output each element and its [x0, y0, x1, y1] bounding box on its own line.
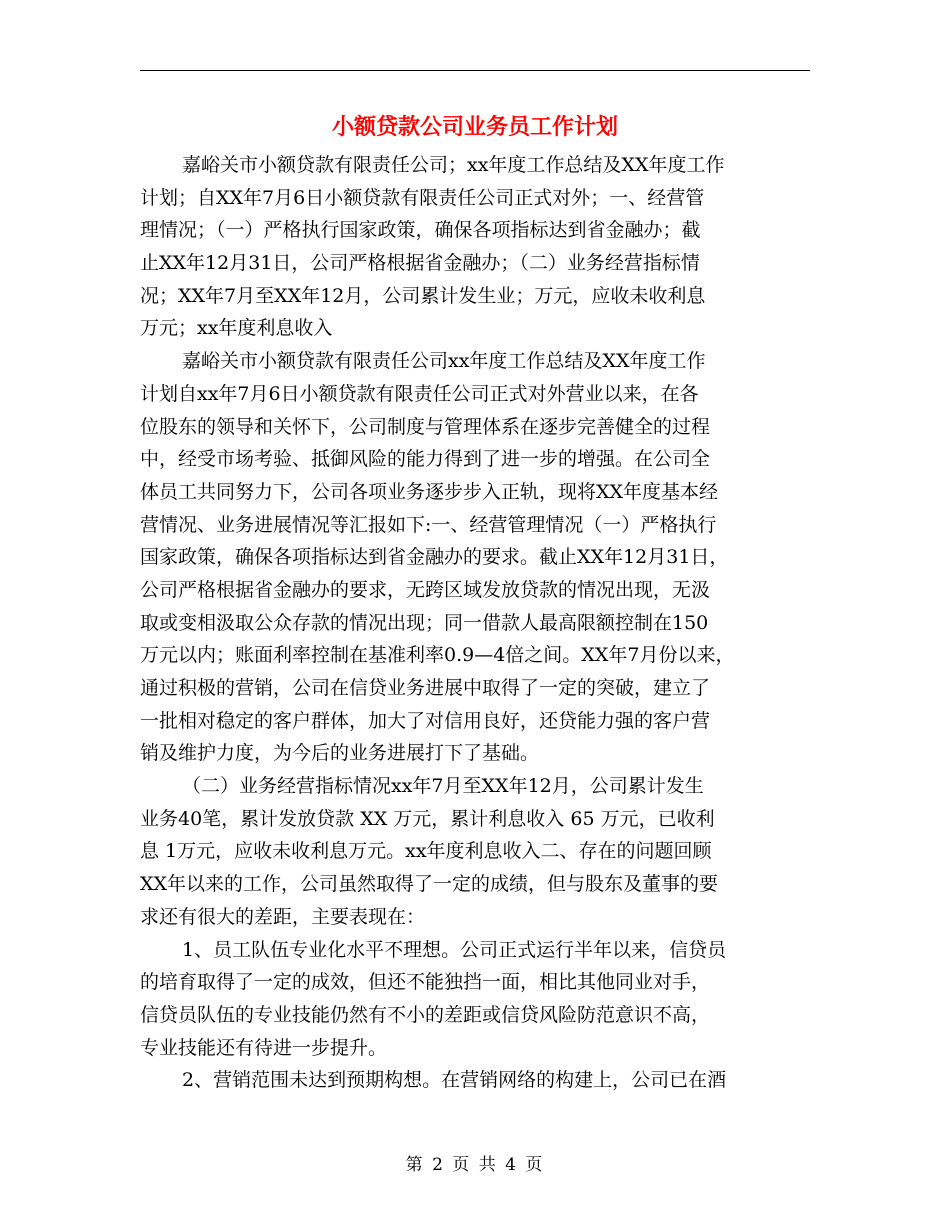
document-body — [140, 149, 812, 1097]
body-line: 营情况、业务进展情况等汇报如下:一、经营管理情况（一）严格执行 — [140, 513, 717, 536]
body-line: 信贷员队伍的专业技能仍然有不小的差距或信贷风险防范意识不高， — [140, 1003, 711, 1026]
body-line: 国家政策，确保各项指标达到省金融办的要求。截止XX年12月31日， — [140, 546, 729, 569]
body-line: 取或变相汲取公众存款的情况出现；同一借款人最高限额控制在150 — [140, 611, 709, 634]
body-line: 嘉峪关市小额贷款有限责任公司xx年度工作总结及XX年度工作 — [182, 350, 706, 373]
header-rule — [140, 70, 810, 71]
body-line: 业务40笔，累计发放贷款 XX 万元，累计利息收入 65 万元，已收利 — [140, 807, 715, 830]
body-line: 中，经受市场考验、抵御风险的能力得到了进一步的增强。在公司全 — [140, 448, 711, 471]
body-line: 位股东的领导和关怀下，公司制度与管理体系在逐步完善健全的过程 — [140, 415, 711, 438]
body-line: XX年以来的工作，公司虽然取得了一定的成绩，但与股东及董事的要 — [140, 873, 719, 896]
page-number-footer: 第 2 页 共 4 页 — [405, 1155, 545, 1175]
body-line: 求还有很大的差距，主要表现在： — [140, 905, 426, 928]
body-line: 止XX年12月31日，公司严格根据省金融办；（二）业务经营指标情 — [140, 252, 700, 275]
body-line: 通过积极的营销，公司在信贷业务进展中取得了一定的突破，建立了 — [140, 677, 711, 699]
body-line: 理情况；（一）严格执行国家政策，确保各项指标达到省金融办；截 — [140, 219, 701, 242]
body-line: 万元；xx年度利息收入 — [140, 317, 333, 340]
body-line: 计划；自XX年7月6日小额贷款有限责任公司正式对外；一、经营管 — [140, 186, 705, 209]
body-line: 计划自xx年7月6日小额贷款有限责任公司正式对外营业以来，在各 — [140, 382, 699, 405]
body-line: 体员工共同努力下，公司各项业务逐步步入正轨，现将XX年度基本经 — [140, 480, 719, 503]
body-line: 专业技能还有待进一步提升。 — [140, 1036, 388, 1059]
document-title: 小额贷款公司业务员工作计划 — [331, 114, 618, 140]
body-line: 2、营销范围未达到预期构想。在营销网络的构建上，公司已在酒 — [182, 1069, 727, 1092]
body-line: 息 1万元，应收未收利息万元。xx年度利息收入二、存在的问题回顾 — [140, 840, 712, 863]
body-line: （二）业务经营指标情况xx年7月至XX年12月，公司累计发生 — [182, 775, 704, 798]
body-line: 的培育取得了一定的成效，但还不能独挡一面，相比其他同业对手， — [140, 971, 711, 994]
body-line: 嘉峪关市小额贷款有限责任公司；xx年度工作总结及XX年度工作 — [182, 154, 725, 176]
body-line: 公司严格根据省金融办的要求，无跨区域发放贷款的情况出现，无汲 — [140, 578, 711, 601]
body-line: 况；XX年7月至XX年12月，公司累计发生业；万元，应收未收利息 — [140, 284, 706, 307]
body-line: 销及维护力度，为今后的业务进展打下了基础。 — [140, 742, 540, 765]
body-line: 1、员工队伍专业化水平不理想。公司正式运行半年以来，信贷员 — [182, 938, 727, 961]
body-line: 万元以内；账面利率控制在基准利率0.9—4倍之间。XX年7月份以来， — [140, 644, 735, 667]
body-line: 一批相对稳定的客户群体，加大了对信用良好，还贷能力强的客户营 — [140, 709, 711, 732]
